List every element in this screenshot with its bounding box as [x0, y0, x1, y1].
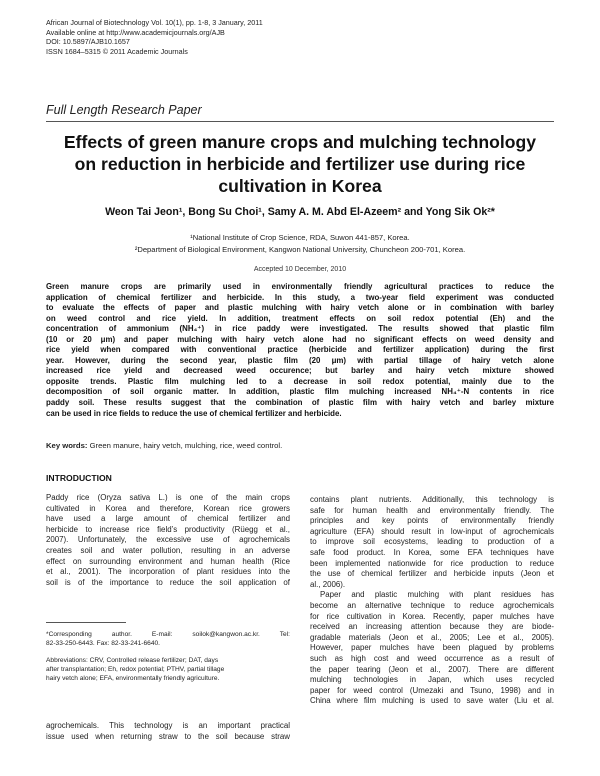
- body-line: al., 2006).: [310, 579, 346, 589]
- abstract-line: to evaluate the effects of paper and plastic mulching with hairy vetch alone or in combination with barley: [46, 303, 554, 313]
- body-line: issue used when returning straw to the soil because straw: [46, 731, 290, 741]
- paper-type: Full Length Research Paper: [46, 103, 202, 117]
- title-line: cultivation in Korea: [218, 176, 382, 196]
- keywords: [46, 441, 554, 450]
- journal-url: Available online at http://www.academicjournals.org/AJB: [46, 27, 225, 37]
- body-line: Paper and plastic mulching with plant residues has: [320, 590, 554, 600]
- title-line: Effects of green manure crops and mulching technology: [63, 132, 537, 152]
- left-column-continued: [46, 721, 290, 742]
- authors: Weon Tai Jeon¹, Bong Su Choi¹, Samy A. M. Abd El-Azeem² and Yong Sik Ok²*: [105, 206, 495, 218]
- abbreviations-line: after transplantation; Eh, redox potential; PTHV, partial tillage: [46, 666, 225, 673]
- body-line: creates soil and water pollution, resulting in an adverse: [46, 545, 290, 555]
- keywords-text: Green manure, hairy vetch, mulching, rice, weed control.: [89, 441, 283, 450]
- section-heading-introduction: INTRODUCTION: [46, 473, 112, 483]
- journal-citation: African Journal of Biotechnology Vol. 10(1), pp. 1-8, 3 January, 2011: [46, 18, 263, 27]
- title-line: on reduction in herbicide and fertilizer use during rice: [74, 154, 526, 174]
- abstract-line: rice yield when compared with conventional practice (herbicide and fertilizer application) during the first: [46, 345, 554, 355]
- body-line: been implemented nationwide for rice production to reduce: [310, 558, 554, 568]
- abbreviations-line: Abbreviations: CRV, Controlled release fertilizer; DAT, days: [46, 657, 219, 664]
- body-line: However, paper mulches have been plagued by problems: [310, 643, 554, 653]
- body-line: Paddy rice (Oryza sativa L.) is one of the main crops: [46, 493, 290, 502]
- spacer: [46, 648, 290, 656]
- abstract-line: paddy soil. These results suggest that the combination of plastic film with hairy vetch and barley mixture: [46, 398, 554, 408]
- body-line: effect on surrounding environment and human health (Rice: [46, 556, 290, 566]
- keywords-label: Key words:: [46, 441, 88, 450]
- abstract-line: application of chemical fertilizer and herbicide. In this study, a two-year field experiment was conducted: [46, 292, 554, 302]
- body-line: herbicide to increase rice field’s productivity (Rüegg et al.,: [46, 524, 290, 534]
- abstract-line: increased rice yield and decreased weed occurence; but barley and hairy vetch mixture showed: [46, 366, 554, 376]
- body-line: et al., 2001). The incorporation of plant residues into the: [46, 567, 290, 577]
- left-column: [46, 493, 290, 588]
- footnotes: [46, 630, 290, 683]
- paper-title: [46, 131, 554, 197]
- body-line: safe for human health and environmentally friendly. The: [310, 505, 554, 515]
- accepted-date: Accepted 10 December, 2010: [253, 266, 347, 273]
- body-line: become an alternative technique to reduce agrochemicals: [310, 600, 554, 610]
- body-line: to improve soil ecosystems, leading to production of a: [310, 537, 554, 547]
- affiliation-2: ²Department of Biological Environment, Kangwon National University, Chuncheon 200-701, Korea.: [134, 245, 466, 254]
- body-line: the use of chemical fertilizer and herbicide inputs (Jeon et: [310, 569, 554, 579]
- body-line: received an increasing attention because they are biode-: [310, 622, 554, 632]
- abstract-line: opposite trends. Plastic film mulching led to a decrease in soil redox potential, mainly due to the: [46, 376, 554, 386]
- body-line: safe food product. In Korea, some EFA techniques have: [310, 547, 554, 557]
- right-column: [310, 495, 554, 707]
- body-line: 2007). Unfortunately, the excessive use of agrochemicals: [46, 535, 290, 545]
- journal-header: [46, 18, 526, 56]
- body-line: such as high cost and weed occurrence as a result of: [310, 653, 554, 663]
- body-line: principles and key points of environmentally friendly: [310, 516, 554, 526]
- body-line: paper for weed control (Umezaki and Tsuno, 1998) and in: [310, 685, 554, 695]
- footnote-divider: [46, 622, 126, 623]
- abstract-line: decomposition of soil organic matter. In addition, plastic film mulching increased NH₄⁺-N contents in rice: [46, 387, 554, 397]
- body-line: China where film mulching is used to save water (Liu et al.: [310, 696, 554, 706]
- body-line: for rice cultivation in Korea. Recently, paper mulches have: [310, 611, 554, 621]
- abstract-line: can be used in rice fields to reduce the use of chemical fertilizer and herbicide.: [46, 408, 342, 418]
- body-line: mulching technologies in Japan, which uses recycled: [310, 675, 554, 685]
- corresponding-author: *Corresponding author. E-mail: soilok@kangwon.ac.kr. Tel:: [46, 631, 290, 638]
- body-line: the paper tearing (Jeon et al., 2007). There are different: [310, 664, 554, 674]
- issn: ISSN 1684–5315 © 2011 Academic Journals: [46, 46, 188, 56]
- body-line: gradable materials (Jeon et al., 2005; Lee et al., 2005).: [310, 632, 554, 642]
- abbreviations-line: hairy vetch alone; EFA, environmentally friendly agriculture.: [46, 675, 220, 682]
- divider: [46, 121, 554, 122]
- abstract-line: on weed control and rice yield. In addition, treatment effects on soil redox potential (Eh) and the: [46, 313, 554, 323]
- abstract-line: year. However, during the second year, plastic film (20 μm) with partial tillage of hairy vetch alone: [46, 355, 554, 365]
- abstract: [46, 282, 554, 419]
- corresponding-author-contact: 82-33-250-6443. Fax: 82-33-241-6640.: [46, 640, 161, 647]
- abstract-line: (10 or 20 μm) and paper mulching with hairy vetch alone had no significant effects on weed density and: [46, 334, 554, 344]
- body-line: agrochemicals. This technology is an important practical: [46, 721, 290, 730]
- doi: DOI: 10.5897/AJB10.1657: [46, 37, 130, 47]
- body-line: contains plant nutrients. Additionally, this technology is: [310, 495, 554, 504]
- abstract-line: Green manure crops are primarily used in environmentally friendly agricultural practices to reduce the: [46, 282, 554, 291]
- body-line: cultivated in Korea and therefore, Korean rice growers: [46, 503, 290, 513]
- body-line: soil is of the importance to reduce the soil application of: [46, 577, 290, 587]
- body-line: have used a large amount of chemical fertilizer and: [46, 514, 290, 524]
- affiliation-1: ¹National Institute of Crop Science, RDA, Suwon 441-857, Korea.: [190, 233, 410, 242]
- body-line: agriculture (EFA) should result in low-input of agrochemicals: [310, 526, 554, 536]
- abstract-line: concentration of ammonium (NH₄⁺) in rice paddy were investigated. The results showed that plastic film: [46, 324, 554, 334]
